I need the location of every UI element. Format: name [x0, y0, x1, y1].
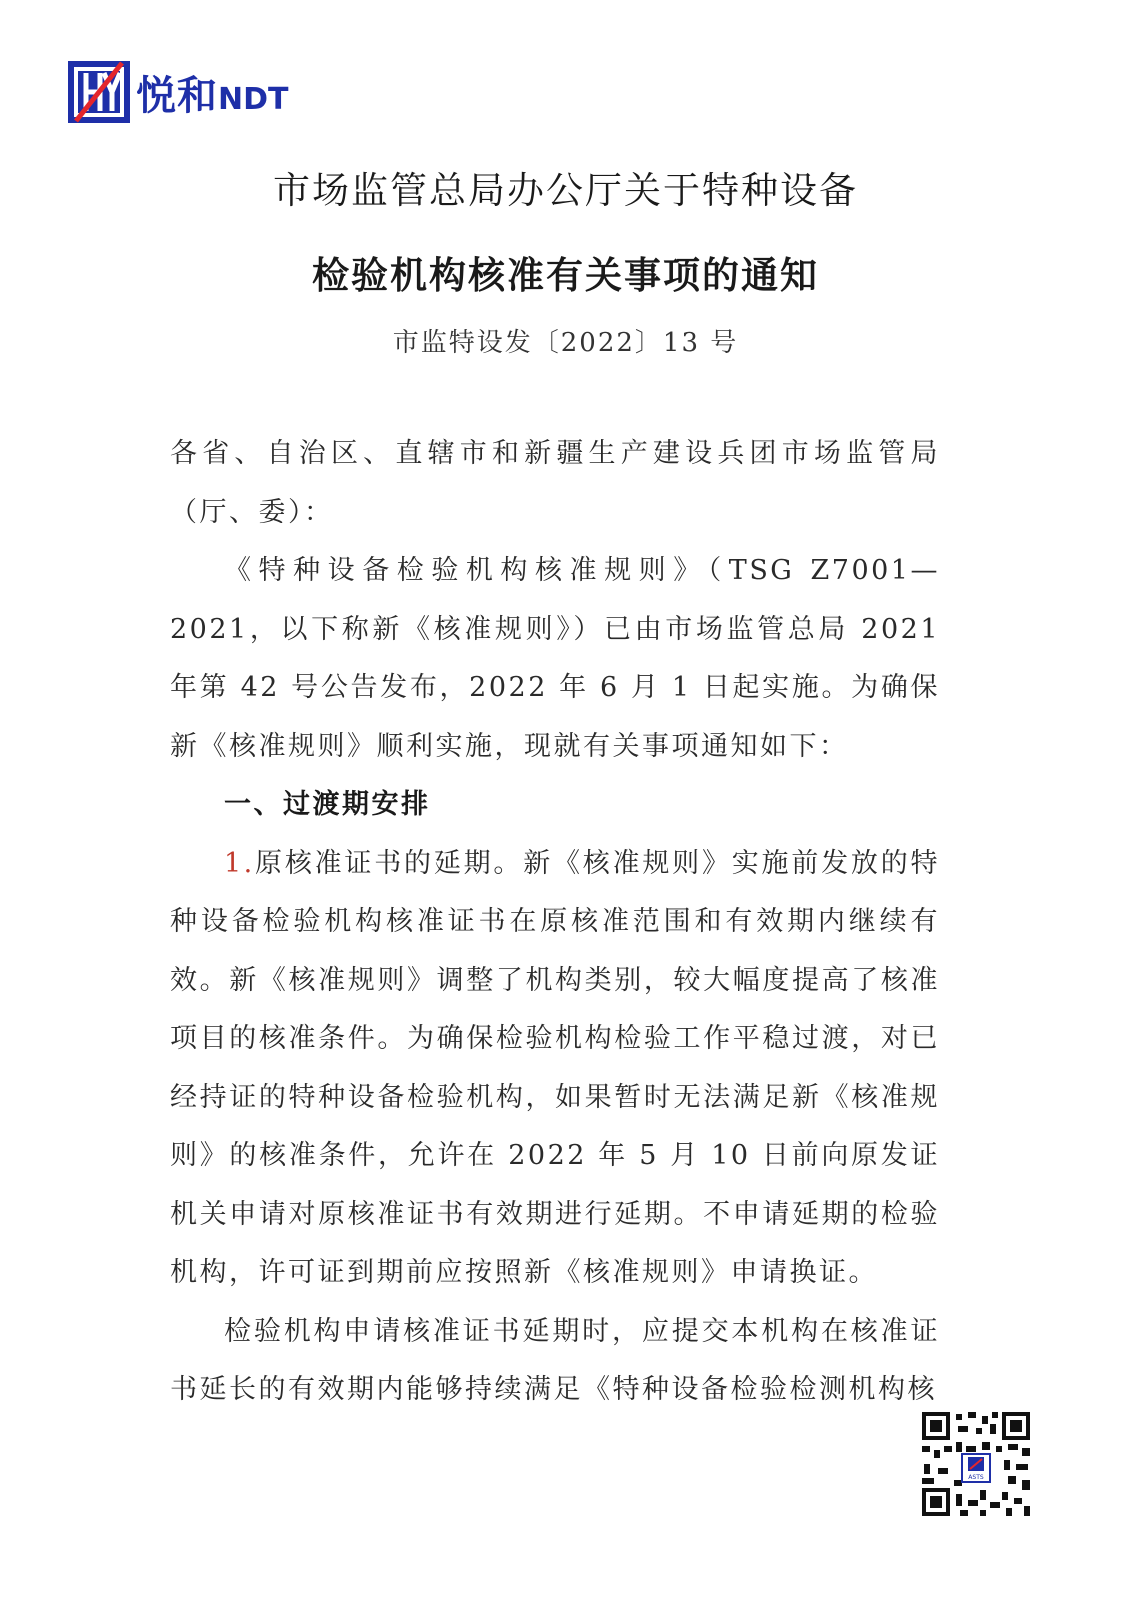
paragraph-2: 检验机构申请核准证书延期时，应提交本机构在核准证书延长的有效期内能够持续满足《特种设备检验检测机构核	[170, 1315, 940, 1405]
document-number: 市监特设发〔2022〕13 号	[392, 328, 739, 358]
company-logo	[66, 57, 288, 127]
qr-logo-label: ASTS	[968, 1474, 984, 1481]
item-1-text: 原核准证书的延期。新《核准规则》实施前发放的特种设备检验机构核准证书在原核准范围和有效期内继续有效。新《核准规则》调整了机构类别，较大幅度提高了核准项目的核准条件。为确保检验机构检验工作平稳过渡，对已经持证的特种设备检验机构，如果暂时无法满足新《核准规则》的核准条件，允许在 2022 年 5 月 10 日前向原发证机关申请对原核准证书有效期进行延期。不申请延期的检验机构，许可证到期前应按照新《核准规则》申请换证。	[170, 847, 940, 1288]
item-1-number: 1.	[224, 847, 255, 879]
title-line-1: 市场监管总局办公厅关于特种设备	[273, 169, 858, 212]
item-1-paragraph	[170, 835, 940, 1303]
title-line-2: 检验机构核准有关事项的通知	[312, 254, 819, 297]
document-body	[170, 425, 940, 1420]
qr-code-icon	[920, 1410, 1032, 1518]
addressee: 各省、自治区、直辖市和新疆生产建设兵团市场监管局（厅、委）：	[170, 438, 940, 528]
logo-mark-icon	[66, 59, 132, 125]
section-heading: 一、过渡期安排	[224, 789, 431, 820]
logo-suffix: NDT	[218, 81, 289, 117]
logo-text	[136, 64, 288, 121]
logo-brand: 悦和	[136, 72, 218, 119]
intro-paragraph: 《特种设备检验机构核准规则》（TSG Z7001—2021，以下称新《核准规则》）已由市场监管总局 2021 年第 42 号公告发布，2022 年 6 月 1 日起实施。为确保新《核准规则》顺利实施，现就有关事项通知如下：	[170, 555, 940, 762]
